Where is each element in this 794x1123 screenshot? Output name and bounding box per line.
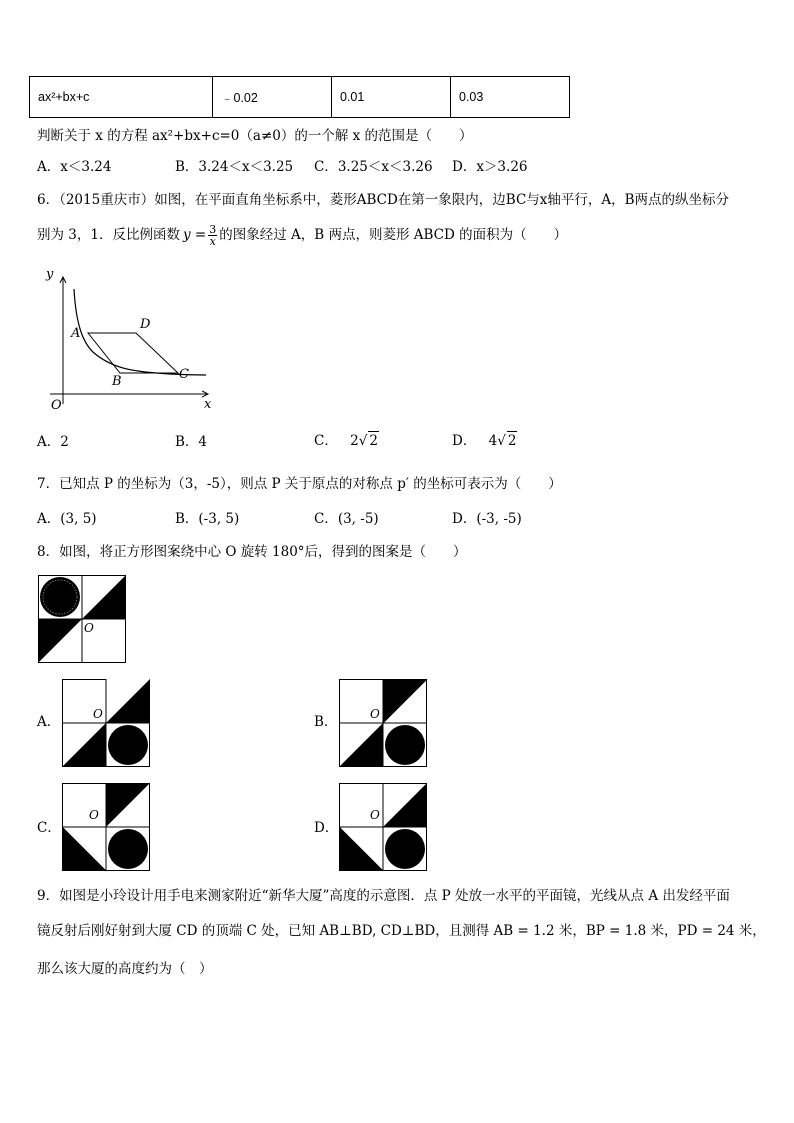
q6-option-d-radicand: 2 (507, 433, 517, 449)
q6-option-a: A．2 (37, 434, 69, 450)
q8-center-o: O (84, 621, 94, 635)
q5-option-b: B．3.24＜x＜3.25 (175, 159, 294, 175)
label-d: D (140, 317, 151, 332)
q6-func-fraction (208, 224, 217, 247)
q7-stem: 7．已知点 P 的坐标为（3，-5），则点 P 关于原点的对称点 p′ 的坐标可表示为（ ） (37, 476, 562, 492)
label-c: C (179, 367, 189, 382)
q5-option-d: D．x＞3.26 (452, 159, 528, 175)
q6-option-c: C． 2√ 2 (314, 433, 378, 449)
q6-func-y: y = (182, 227, 207, 243)
q5-stem: 判断关于 x 的方程 ax²+bx+c=0（a≠0）的一个解 x 的范围是（ ） (37, 128, 473, 144)
q6-func-numerator: 3 (209, 222, 217, 236)
q6-func-denominator: x (209, 234, 216, 248)
q9-stem-line1: 9．如图是小玲设计用手电来测家附近“新华大厦”高度的示意图．点 P 处放一水平的平面镜，光线从点 A 出发经平面 (37, 888, 730, 904)
label-o: O (51, 398, 62, 413)
q6-option-c-coef: 2 (350, 433, 359, 449)
q6-stem-line1: 6．（2015重庆市）如图，在平面直角坐标系中，菱形ABCD在第一象限内，边BC与x轴平行，A，B两点的纵坐标分 (37, 192, 730, 208)
q6-option-c-radicand: 2 (369, 433, 378, 449)
q8-option-d-label: D． (314, 820, 339, 836)
q8-option-c-label: C． (37, 820, 61, 836)
q8-c-center-o: O (89, 808, 99, 822)
q8-b-center-o: O (370, 707, 380, 721)
q6-line2-post: 的图象经过 A，B 两点，则菱形 ABCD 的面积为（ ） (219, 227, 568, 243)
q8-a-center-o: O (93, 707, 103, 721)
q6-stem-line2 (37, 220, 567, 250)
q6-option-d-coef: 4 (488, 433, 498, 449)
q6-option-b: B．4 (175, 434, 208, 450)
table-cell-expression: ax²+bx+c (30, 77, 213, 118)
q6-rhombus-figure (38, 265, 223, 415)
q5-option-c: C．3.25＜x＜3.26 (314, 159, 433, 175)
q7-option-d: D．(-3, -5) (452, 511, 522, 527)
q8-option-c-pattern (62, 783, 151, 872)
label-b: B (112, 374, 122, 389)
value-table (29, 76, 570, 118)
q5-option-a: A．x＜3.24 (37, 159, 112, 175)
hyperbola-curve (74, 289, 206, 375)
q9-stem-line3: 那么该大厦的高度约为（ ） (37, 961, 213, 977)
q8-option-a-pattern (62, 679, 151, 768)
table-cell-value-2: 0.01 (332, 77, 451, 118)
rhombus-abcd (88, 333, 178, 373)
q7-option-a: A．(3, 5) (37, 511, 97, 527)
q8-option-d-pattern (339, 783, 428, 872)
q6-option-d-label: D． (452, 433, 477, 449)
q6-line2-pre: 别为 3，1．反比例函数 (37, 227, 180, 243)
table-row (30, 77, 570, 118)
q6-option-c-label: C． (314, 433, 338, 449)
table-cell-value-3: 0.03 (451, 77, 570, 118)
q8-stem: 8．如图，将正方形图案绕中心 O 旋转 180°后，得到的图案是（ ） (37, 544, 467, 560)
q8-original-pattern (38, 575, 127, 664)
q8-d-center-o: O (370, 808, 380, 822)
q7-option-c: C．(3, -5) (314, 511, 379, 527)
q8-option-b-label: B． (314, 714, 338, 730)
q7-option-b: B．(-3, 5) (175, 511, 240, 527)
q8-option-b-pattern (339, 679, 428, 768)
label-a: A (71, 326, 81, 341)
label-x: x (204, 397, 212, 412)
q6-option-d: D． 4√ 2 (452, 433, 517, 449)
table-cell-value-1: ﹣0.02 (213, 77, 332, 118)
q9-stem-line2: 镜反射后刚好射到大厦 CD 的顶端 C 处，已知 AB⊥BD, CD⊥BD，且测得 AB = 1.2 米，BP = 1.8 米，PD = 24 米， (37, 923, 766, 939)
q8-option-a-label: A． (37, 714, 61, 730)
label-y: y (46, 267, 54, 282)
